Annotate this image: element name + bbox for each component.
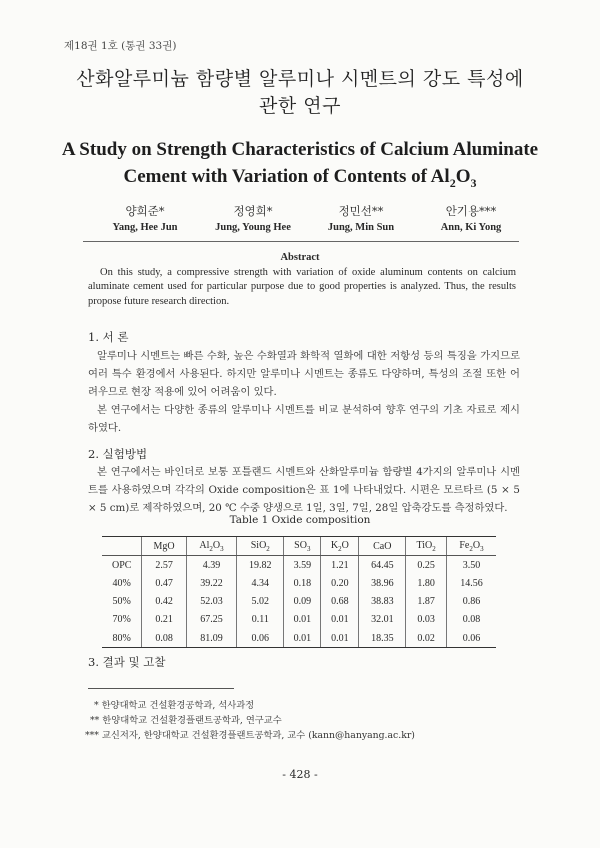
table-cell: 1.21 <box>321 556 359 575</box>
table-cell: 0.08 <box>142 629 186 648</box>
header-text: CaO <box>373 540 392 552</box>
header-text: O <box>341 539 349 551</box>
intro-paragraph-1: 알루미나 시멘트는 빠른 수화, 높은 수화열과 화학적 열화에 대한 저항성 등의 특징을 가지므로 여러 특수 환경에서 사용된다. 하지만 알루미나 시멘트는 종류도 다양하며, 특성의 조절 또한 어려우므로 현장 적용에 있어 어려움이 있다. <box>88 350 520 398</box>
table-caption: Table 1 Oxide composition <box>229 514 371 526</box>
header-text: MgO <box>153 540 175 552</box>
table-header-cell <box>359 537 406 556</box>
table-cell: 38.96 <box>359 574 406 592</box>
table-cell: 0.01 <box>321 611 359 629</box>
table-cell: 0.01 <box>321 629 359 648</box>
table-cell: 4.39 <box>186 556 237 575</box>
table-row <box>102 611 496 629</box>
method-paragraph-1: 본 연구에서는 바인더로 보통 포틀랜드 시멘트와 산화알루미늄 함량별 4가지의 알루미나 시멘트를 사용하였으며 각각의 Oxide composition은 표 1에 나타내었다. 시편은 모르타르 (5 × 5 × 5 cm)로 제작하였으며, 20 ℃ 수중 양생으로 1일, 3일, 7일, 28일 압축강도를 측정하였다. <box>88 466 520 514</box>
author-name-korean: 안기용*** <box>445 204 497 218</box>
subscript: 2 <box>338 544 342 553</box>
author-name-korean: 정영희* <box>233 204 273 218</box>
english-title-line-2 <box>0 163 600 197</box>
section-heading-results: 3. 결과 및 고찰 <box>88 655 166 669</box>
subscript: 3 <box>220 544 224 553</box>
author <box>306 203 416 237</box>
table-row <box>102 556 496 575</box>
table-header-row <box>102 537 496 556</box>
subscript: 2 <box>449 175 456 190</box>
table-row <box>102 574 496 592</box>
table-cell: 0.25 <box>406 556 447 575</box>
table-cell: 0.18 <box>284 574 321 592</box>
journal-issue-header: 제18권 1호 (통권 33권) <box>64 40 177 52</box>
table-cell: 19.82 <box>237 556 284 575</box>
section-heading-introduction: 1. 서 론 <box>88 330 129 344</box>
subscript: 2 <box>209 544 213 553</box>
table-row-label: 70% <box>112 614 131 626</box>
table-cell: 67.25 <box>186 611 237 629</box>
english-title <box>0 136 600 197</box>
english-title-line-1: A Study on Strength Characteristics of Calcium Aluminate <box>61 139 539 160</box>
abstract-heading: Abstract <box>280 252 320 263</box>
table-cell: 0.08 <box>446 611 496 629</box>
table-cell: 1.80 <box>406 574 447 592</box>
table-cell: 0.68 <box>321 593 359 611</box>
header-text: Al <box>199 539 210 551</box>
table-cell: 0.47 <box>142 574 186 592</box>
table-header-cell <box>237 537 284 556</box>
footnote-2: ** 한양대학교 건설환경플랜트공학과, 연구교수 <box>90 715 282 726</box>
korean-title-line-1: 산화알루미늄 함량별 알루미나 시멘트의 강도 특성에 <box>76 68 524 90</box>
header-text: SiO <box>250 539 267 551</box>
table-cell: 0.01 <box>284 611 321 629</box>
table-header-cell <box>321 537 359 556</box>
table-header-cell <box>446 537 496 556</box>
author-name-english: Yang, Hee Jun <box>112 222 178 233</box>
footnote-1: * 한양대학교 건설환경공학과, 석사과정 <box>94 700 255 711</box>
table-cell: 0.09 <box>284 593 321 611</box>
table-cell: 0.06 <box>446 629 496 648</box>
oxide-composition-table <box>102 536 496 648</box>
header-text: O <box>472 539 481 551</box>
table-cell: 32.01 <box>359 611 406 629</box>
english-title-line-2-o: O <box>455 166 471 187</box>
table-row <box>102 593 496 611</box>
table-cell: 4.34 <box>237 574 284 592</box>
table-header-cell <box>102 537 142 556</box>
author <box>416 203 526 237</box>
header-text: SO <box>294 539 307 551</box>
table-header-cell <box>186 537 237 556</box>
table-cell: 3.59 <box>284 556 321 575</box>
table-cell: 5.02 <box>237 593 284 611</box>
author-name-korean: 양희준* <box>125 204 165 218</box>
header-text: K <box>330 539 339 551</box>
header-text: O <box>212 539 221 551</box>
table-cell: 14.56 <box>446 574 496 592</box>
table-row <box>102 629 496 648</box>
table-cell: 38.83 <box>359 593 406 611</box>
table-row-label: 40% <box>112 577 131 589</box>
table-header-cell <box>406 537 447 556</box>
table-cell: 64.45 <box>359 556 406 575</box>
table-cell: 0.02 <box>406 629 447 648</box>
table-cell: 0.21 <box>142 611 186 629</box>
author-name-english: Jung, Young Hee <box>215 222 291 233</box>
footnote-3: *** 교신저자, 한양대학교 건설환경플랜트공학과, 교수 (kann@hanyang.ac.kr) <box>85 730 415 741</box>
table-row-label: 80% <box>102 629 142 648</box>
english-title-line-2-text: Cement with Variation of Contents of Al <box>123 166 450 187</box>
header-text: Fe <box>459 539 470 551</box>
table-cell: 18.35 <box>359 629 406 648</box>
table-header-cell <box>284 537 321 556</box>
table-cell: 3.50 <box>446 556 496 575</box>
page-number: - 428 - <box>282 768 318 781</box>
author <box>198 203 308 237</box>
korean-title <box>0 66 600 120</box>
subscript: 2 <box>432 544 436 553</box>
korean-title-line-2: 관한 연구 <box>259 95 341 117</box>
table-cell: 0.86 <box>446 593 496 611</box>
table-cell: 0.20 <box>321 574 359 592</box>
subscript: 3 <box>480 544 484 553</box>
subscript: 3 <box>306 544 311 553</box>
table-cell: 52.03 <box>186 593 237 611</box>
author <box>90 203 200 237</box>
table-cell: 0.42 <box>142 593 186 611</box>
subscript: 2 <box>469 544 473 553</box>
author-name-english: Ann, Ki Yong <box>440 222 502 233</box>
subscript: 2 <box>266 544 270 553</box>
table-cell: 81.09 <box>186 629 237 648</box>
table-cell: 2.57 <box>142 556 186 575</box>
table-row-label: 50% <box>112 596 131 608</box>
table-cell: 0.06 <box>237 629 284 648</box>
section-heading-method: 2. 실험방법 <box>88 447 148 461</box>
abstract-text: On this study, a compressive strength with variation of oxide aluminum contents on calcium aluminate cement used for particular purpose due to good properties is analyzed. Thus, the results propose future research direction. <box>88 267 516 307</box>
table-cell: 0.03 <box>406 611 447 629</box>
footnote-divider <box>88 688 234 689</box>
table-row-label: OPC <box>111 559 132 571</box>
table-cell: 0.11 <box>237 611 284 629</box>
table-cell: 39.22 <box>186 574 237 592</box>
table-cell: 1.87 <box>406 593 447 611</box>
table-cell: 0.01 <box>284 629 321 648</box>
header-divider <box>83 241 519 242</box>
author-name-korean: 정민선** <box>338 204 384 218</box>
intro-paragraph-2: 본 연구에서는 다양한 종류의 알루미나 시멘트를 비교 분석하여 향후 연구의 기초 자료로 제시하였다. <box>88 404 520 434</box>
table-header-cell <box>142 537 186 556</box>
author-name-english: Jung, Min Sun <box>327 222 395 233</box>
subscript: 3 <box>470 175 477 190</box>
header-text: TiO <box>416 539 433 551</box>
